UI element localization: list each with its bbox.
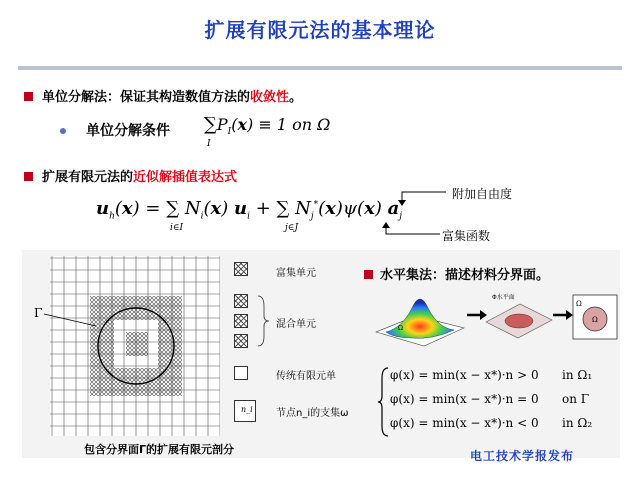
bullet-levelset: 水平集法：描述材料分界面。 [380,268,550,283]
figure-caption: 包含分界面Γ的扩展有限元剖分 [84,443,235,456]
annotation-arrows [380,176,450,246]
legend-mixed: 混合单元 [276,319,316,330]
equation-2 [390,392,590,406]
pum-sum-index: I [207,139,211,149]
levelset-contour-plot [484,300,554,342]
sum2-index: j∈J [285,223,299,233]
equation-1-rhs: in Ω₁ [562,368,593,382]
levelset-surface-plot [372,288,468,350]
bullet-marker [364,270,373,279]
gamma-label: Γ [34,306,43,320]
title-divider [18,66,622,70]
region-omega-3: Ω [592,316,598,324]
legend-brace [256,294,270,348]
bullet-marker [24,92,33,101]
pum-formula: $\sum P_I(x) \equiv 1$ on Ω [204,114,331,138]
note-enrich: 富集函数 [442,229,491,243]
legend-node: 节点n_i的支集ω [276,408,349,419]
legend-standard-box [234,366,248,380]
equation-2-lhs: φ(x) = min(x − x*)·n = 0 [390,392,539,406]
arrow-right-icon [552,308,574,322]
bullet-xfem [42,166,237,185]
legend-enriched: 富集单元 [276,268,316,279]
legend-node-label: n_i [241,405,253,414]
legend-enriched-box [234,262,248,276]
equation-3-rhs: in Ω₂ [562,416,593,430]
levelset-panel-label: Φ水平面 [492,294,515,301]
bullet-pum-text: 单位分解法：保证其构造数值方法的 [42,90,251,105]
bullet-marker [24,172,33,181]
xfem-mesh [50,256,220,436]
xfem-formula: $u_h(x)$ = ∑ $N_i(x) u_i$ + ∑ $N_j^*(x)\psi(x)$ $a_j$ [96,198,403,222]
footer-publisher: 电工技术学报发布 [470,449,575,463]
legend-standard: 传统有限元单 [276,371,336,382]
equation-1-lhs: φ(x) = min(x − x*)·n > 0 [390,368,539,382]
bullet-xfem-highlight: 近似解插值表达式 [133,170,238,185]
legend-mixed-box-1 [234,294,248,308]
page-title: 扩展有限元法的基本理论 [204,18,436,42]
equation-brace [378,366,390,438]
sub-pum-label: 单位分解条件 [86,123,170,139]
equation-1 [390,368,593,382]
note-dof: 附加自由度 [452,187,513,201]
bullet-pum [42,86,302,105]
region-omega-2: Ω [576,300,582,308]
equation-2-rhs: on Γ [562,392,590,406]
region-omega-1: Ω [398,325,403,332]
pum-formula-text: $P_I(x) \equiv 1$ on Ω [216,115,331,138]
legend-mixed-box-3 [234,334,248,348]
legend-node-box [234,400,256,422]
sum1-index: i∈I [170,223,184,233]
bullet-pum-end: 。 [289,90,303,105]
bullet-xfem-text: 扩展有限元法的 [42,170,134,185]
levelset-domain-plot [572,294,618,340]
equation-3-lhs: φ(x) = min(x − x*)·n < 0 [390,416,539,430]
bullet-pum-highlight: 收敛性 [250,90,290,105]
gamma-pointer [40,310,100,330]
sub-bullet-dot [60,128,66,134]
equation-3 [390,416,593,430]
legend-mixed-box-2 [234,314,248,328]
